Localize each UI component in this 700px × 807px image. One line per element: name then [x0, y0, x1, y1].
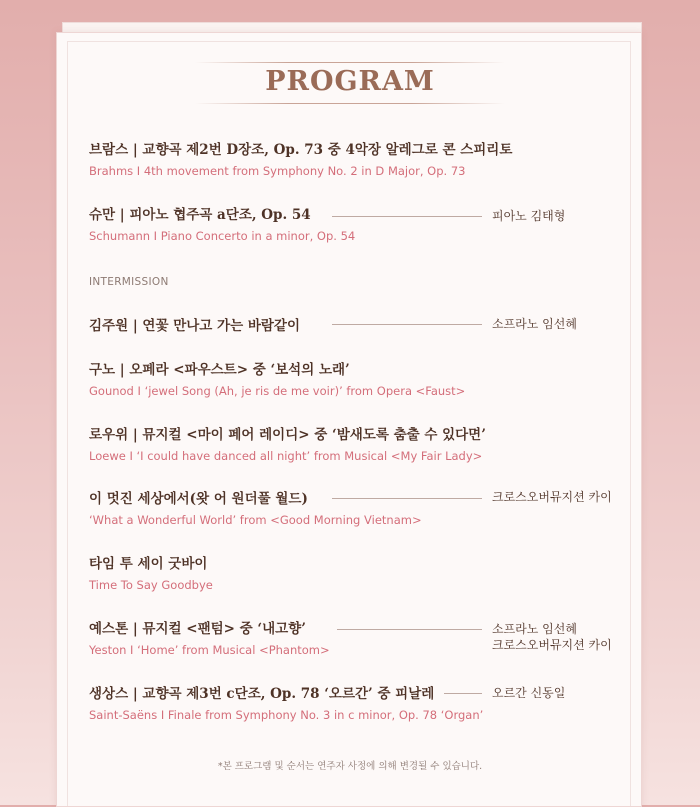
page-title: PROGRAM	[265, 66, 435, 97]
footer-note: *본 프로그램 및 순서는 연주자 사정에 의해 변경될 수 있습니다.	[217, 761, 483, 772]
program-item-korean-title: 생상스 | 교향곡 제3번 c단조, Op. 78 ‘오르간’ 중 피날레	[89, 686, 435, 702]
program-item-english-title: Saint-Saëns I Finale from Symphony No. 3 in c minor, Op. 78 ‘Organ’	[89, 708, 484, 722]
program-item-korean-title: 예스톤 | 뮤지컬 <팬텀> 중 ‘내고향’	[89, 621, 306, 637]
performer-label-second: 크로스오버뮤지션 카이	[492, 638, 612, 652]
program-item-wonderful-world	[89, 491, 422, 527]
program-item-english-title: Loewe I ‘I could have danced all night’ from Musical <My Fair Lady>	[89, 449, 483, 463]
program-item-english-title: Time To Say Goodbye	[89, 578, 213, 592]
program-item-english-title: Schumann I Piano Concerto in a minor, Op. 54	[89, 229, 356, 243]
program-item-english-title: Brahms I 4th movement from Symphony No. 2 in D Major, Op. 73	[89, 164, 466, 178]
program-item-korean-title: 로우위 | 뮤지컬 <마이 페어 레이디> 중 ‘밤새도록 춤출 수 있다면’	[89, 427, 486, 443]
title-rule-top	[195, 62, 505, 63]
program-item-time-to-say-goodbye	[89, 556, 213, 592]
leader-line	[332, 498, 482, 499]
program-item-kimjuwon	[89, 318, 300, 335]
program-item-english-title: Yeston I ‘Home’ from Musical <Phantom>	[89, 643, 330, 657]
program-item-english-title: Gounod I ‘jewel Song (Ah, je ris de me voir)’ from Opera <Faust>	[89, 384, 466, 398]
leader-line	[332, 216, 482, 217]
performer-label: 소프라노 임선혜	[492, 317, 577, 331]
performer-label: 오르간 신동일	[492, 686, 566, 700]
leader-line	[444, 693, 482, 694]
leader-line	[332, 324, 482, 325]
title-rule-bottom	[195, 103, 505, 104]
program-item-saint-saens	[89, 686, 483, 722]
leader-line	[337, 629, 482, 630]
program-item-loewe	[89, 427, 486, 463]
program-item-korean-title: 브람스 | 교향곡 제2번 D장조, Op. 73 중 4악장 알레그로 콘 스피리토	[89, 142, 513, 158]
program-item-korean-title: 슈만 | 피아노 협주곡 a단조, Op. 54	[89, 207, 311, 223]
program-item-english-title: ‘What a Wonderful World’ from <Good Morning Vietnam>	[89, 513, 422, 527]
program-item-korean-title: 타임 투 세이 굿바이	[89, 556, 208, 572]
program-item-korean-title: 구노 | 오페라 <파우스트> 중 ‘보석의 노래’	[89, 362, 350, 378]
performer-label: 크로스오버뮤지션 카이	[492, 490, 612, 504]
program-item-korean-title: 김주원 | 연꽃 만나고 가는 바람같이	[89, 318, 300, 334]
program-item-gounod	[89, 362, 465, 398]
program-item-schumann	[89, 207, 355, 243]
intermission-label: INTERMISSION	[89, 276, 169, 288]
performer-label: 소프라노 임선혜	[492, 622, 577, 636]
program-item-korean-title: 이 멋진 세상에서(왓 어 원더풀 월드)	[89, 491, 308, 507]
program-item-yeston	[89, 621, 330, 657]
performer-label: 피아노 김태형	[492, 209, 566, 223]
program-item-brahms	[89, 142, 512, 178]
